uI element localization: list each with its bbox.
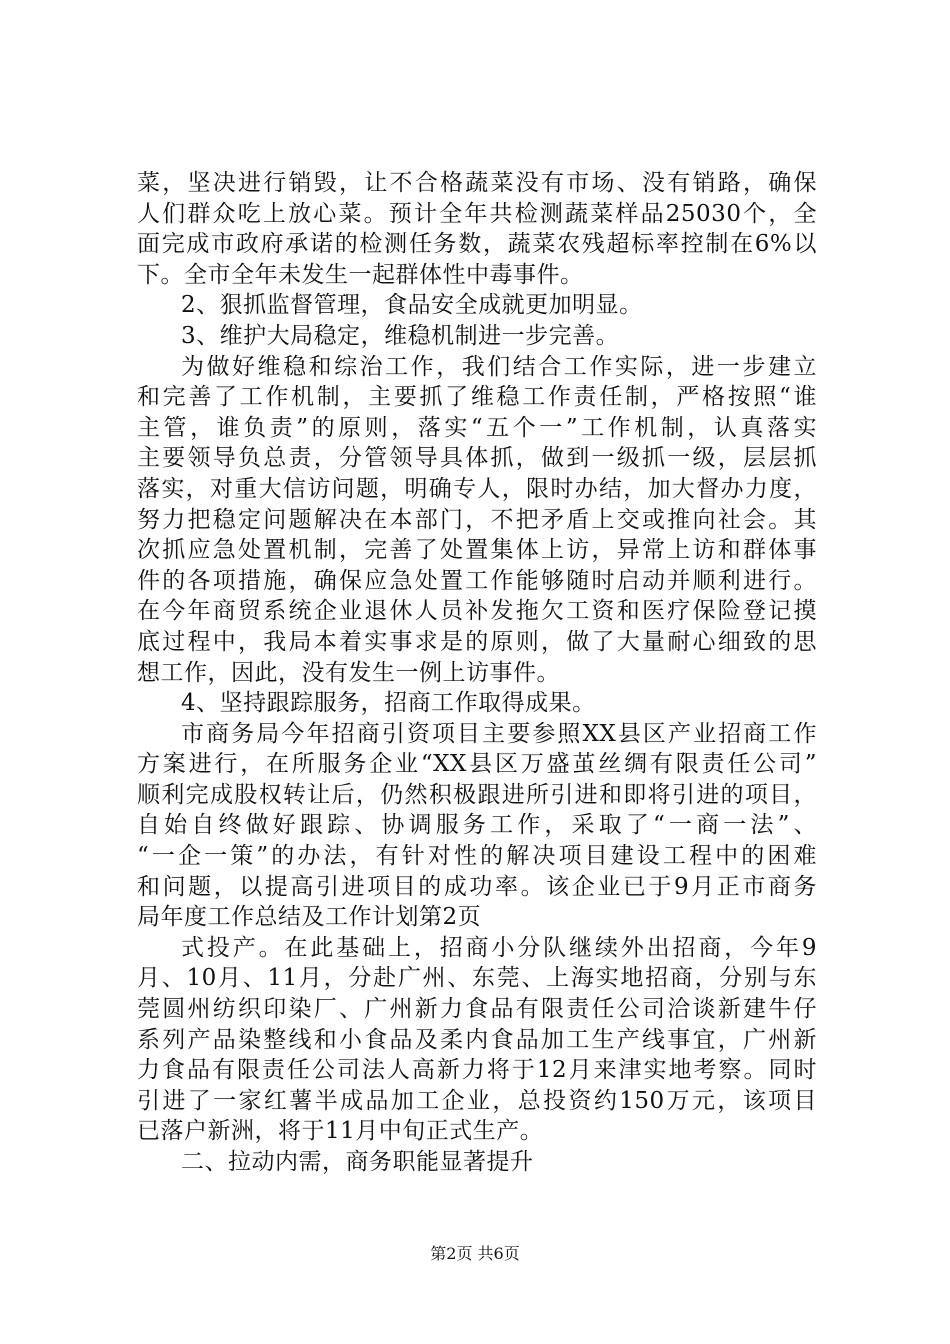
- text-line: 主要领导负总责，分管领导具体抓，做到一级抓一级，层层抓: [137, 445, 817, 472]
- text-line: 4、坚持跟踪服务，招商工作取得成果。: [181, 690, 596, 717]
- text-line: 方案进行，在所服务企业“XX县区万盛茧丝绸有限责任公司”: [137, 751, 817, 778]
- text-line: 和完善了工作机制，主要抓了维稳工作责任制，严格按照“谁: [137, 384, 817, 411]
- text-line: 为做好维稳和综治工作，我们结合工作实际，进一步建立: [181, 353, 817, 380]
- text-line: 菜，坚决进行销毁，让不合格蔬菜没有市场、没有销路，确保: [137, 170, 817, 196]
- text-line: 3、维护大局稳定，维稳机制进一步完善。: [181, 322, 620, 349]
- text-line: 落实，对重大信访问题，明确专人，限时办结，加大督办力度，: [137, 475, 817, 502]
- text-line: 引进了一家红薯半成品加工企业，总投资约150万元，该项目: [137, 1087, 817, 1114]
- text-line: 月、10月、11月，分赴广州、东莞、上海实地招商，分别与东: [137, 965, 817, 992]
- text-line: 式投产。在此基础上，招商小分队继续外出招商，今年9: [181, 934, 817, 961]
- text-line: 力食品有限责任公司法人高新力将于12月来津实地考察。同时: [137, 1057, 817, 1084]
- text-line: 在今年商贸系统企业退休人员补发拖欠工资和医疗保险登记摸: [137, 598, 817, 625]
- text-line: 系列产品染整线和小食品及柔内食品加工生产线事宜，广州新: [137, 1026, 817, 1053]
- text-line: 已落户新洲，将于11月中旬正式生产。: [137, 1118, 544, 1145]
- text-line: 件的各项措施，确保应急处置工作能够随时启动并顺利进行。: [137, 567, 817, 594]
- text-line: 自始自终做好跟踪、协调服务工作，采取了“一商一法”、: [137, 812, 817, 839]
- text-line: 想工作，因此，没有发生一例上访事件。: [137, 659, 560, 686]
- text-line: 人们群众吃上放心菜。预计全年共检测蔬菜样品25030个，全: [137, 200, 817, 227]
- text-line: 和问题，以提高引进项目的成功率。该企业已于9月正市商务: [137, 873, 817, 900]
- text-line: 局年度工作总结及工作计划第2页: [137, 904, 482, 931]
- text-line: 主管，谁负责”的原则，落实“五个一”工作机制，认真落实: [137, 414, 817, 441]
- page-footer: 第2页 共6页: [430, 1244, 520, 1263]
- text-line: 面完成市政府承诺的检测任务数，蔬菜农残超标率控制在6%以: [137, 231, 817, 258]
- text-line: 市商务局今年招商引资项目主要参照XX县区产业招商工作: [181, 720, 817, 747]
- text-line: “一企一策”的办法，有针对性的解决项目建设工程中的困难: [137, 843, 817, 870]
- text-line: 顺利完成股权转让后，仍然积极跟进所引进和即将引进的项目，: [137, 781, 817, 808]
- text-line: 底过程中，我局本着实事求是的原则，做了大量耐心细致的思: [137, 628, 817, 655]
- document-body: [137, 168, 817, 1178]
- text-line: 努力把稳定问题解决在本部门，不把矛盾上交或推向社会。其: [137, 506, 817, 533]
- text-line: 次抓应急处置机制，完善了处置集体上访，异常上访和群体事: [137, 537, 817, 564]
- text-line: 二、拉动内需，商务职能显著提升: [181, 1149, 534, 1175]
- text-line: 莞圆州纺织印染厂、广州新力食品有限责任公司洽谈新建牛仔: [137, 996, 817, 1023]
- text-line: 下。全市全年未发生一起群体性中毒事件。: [137, 261, 584, 288]
- text-line: 2、狠抓监督管理，食品安全成就更加明显。: [181, 292, 643, 319]
